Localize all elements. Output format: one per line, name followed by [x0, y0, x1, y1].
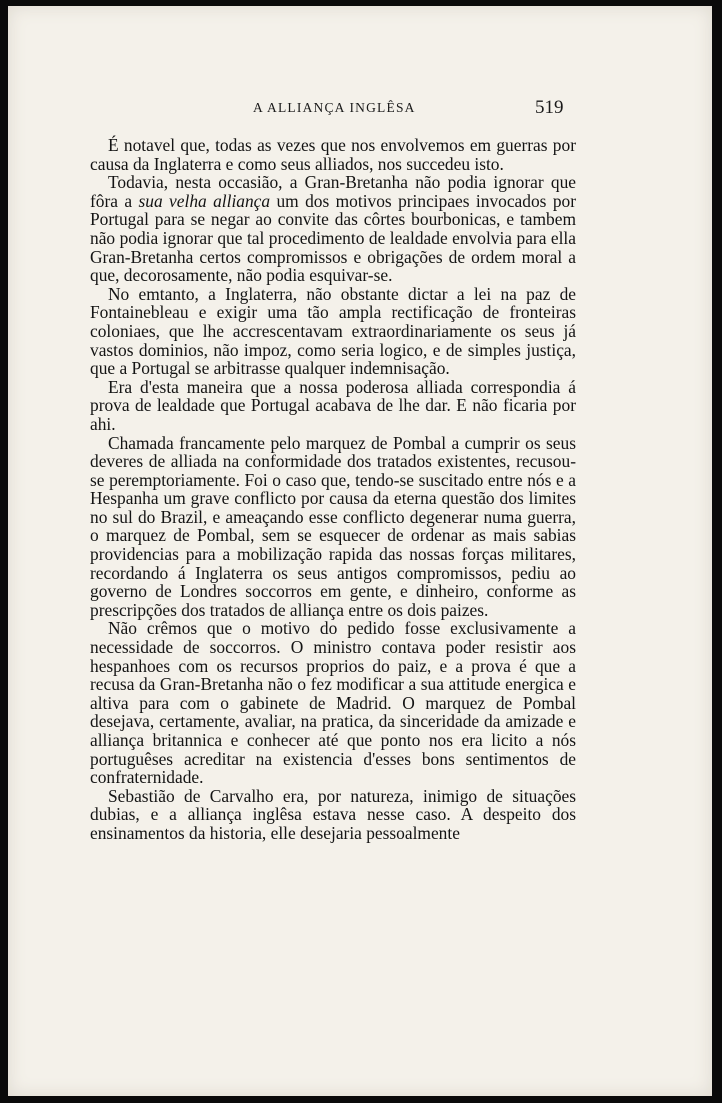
- text-segment: No emtanto, a Inglaterra, não obstante dictar a lei na paz de Fontainebleau e exigir uma tão ampla rectificação de fronteiras coloniaes, que lhe accrescentavam extraordinariamente os seus já vastos dominios, não impoz, como seria logico, e de simples justiça, que a Portugal se arbitrasse qualquer indemnisação.: [90, 283, 576, 379]
- running-title: A ALLIANÇA INGLÊSA: [253, 100, 416, 115]
- paragraph-5: [90, 434, 576, 620]
- page-number: 519: [535, 97, 564, 118]
- text-segment: um dos motivos principaes invocados por Portugal para se negar ao convite das côrtes bourbonicas, e tambem não podia ignorar que tal procedimento de lealdade envolvia para ella Gran-Bretanha certos compromissos e obrigações de ordem moral a que, decorosamente, não podia esquivar-se.: [90, 190, 576, 286]
- paragraph-6: [90, 619, 576, 786]
- page-header: [8, 97, 712, 124]
- text-segment: Todavia, nesta occasião, a Gran-Bretanha não podia ignorar que fôra a: [90, 172, 576, 211]
- text-segment: Chamada francamente pelo marquez de Pombal a cumprir os seus deveres de alliada na conformidade dos tratados existentes, recusou-se peremptoriamente. Foi o caso que, tendo-se suscitado entre nós e a Hespanha um grave conflicto por causa da eterna questão dos limites no sul do Brazil, e ameaçando esse conflicto degenerar numa guerra, o marquez de Pombal, sem se esquecer de ordenar as mais sabias providencias para a mobilização rapida das nossas forças militares, recordando á Inglaterra os seus antigos compromissos, pediu ao governo de Londres soccorros em gente, e dinheiro, conforme as prescripções dos tratados de alliança entre os dois paizes.: [90, 432, 576, 620]
- text-segment: Não crêmos que o motivo do pedido fosse exclusivamente a necessidade de soccorros. O ministro contava poder resistir aos hespanhoes com os recursos proprios do paiz, e a prova é que a recusa da Gran-Bretanha não o fez modificar a sua attitude energica e altiva para com o gabinete de Madrid. O marquez de Pombal desejava, certamente, avaliar, na pratica, da sinceridade da amizade e alliança britannica e conhecer até que ponto nos era licito a nós portuguêses acreditar na existencia d'esses bons sentimentos de confraternidade.: [90, 618, 576, 788]
- paragraph-1: [90, 136, 576, 173]
- body-text: [90, 136, 576, 843]
- italic-phrase: sua velha alliança: [138, 190, 271, 211]
- text-segment: Era d'esta maneira que a nossa poderosa alliada correspondia á prova de lealdade que Portugal acabava de lhe dar. E não ficaria por ahi.: [90, 376, 576, 434]
- paragraph-4: [90, 378, 576, 434]
- paragraph-2: [90, 173, 576, 285]
- text-segment: Sebastião de Carvalho era, por natureza, inimigo de situações dubias, e a alliança inglêsa estava nesse caso. A despeito dos ensinamentos da historia, elle desejaria pessoalmente: [90, 785, 576, 843]
- paragraph-3: [90, 285, 576, 378]
- book-page: [8, 6, 712, 1096]
- paragraph-7: [90, 787, 576, 843]
- text-segment: É notavel que, todas as vezes que nos envolvemos em guerras por causa da Inglaterra e como seus alliados, nos succedeu isto.: [90, 135, 576, 174]
